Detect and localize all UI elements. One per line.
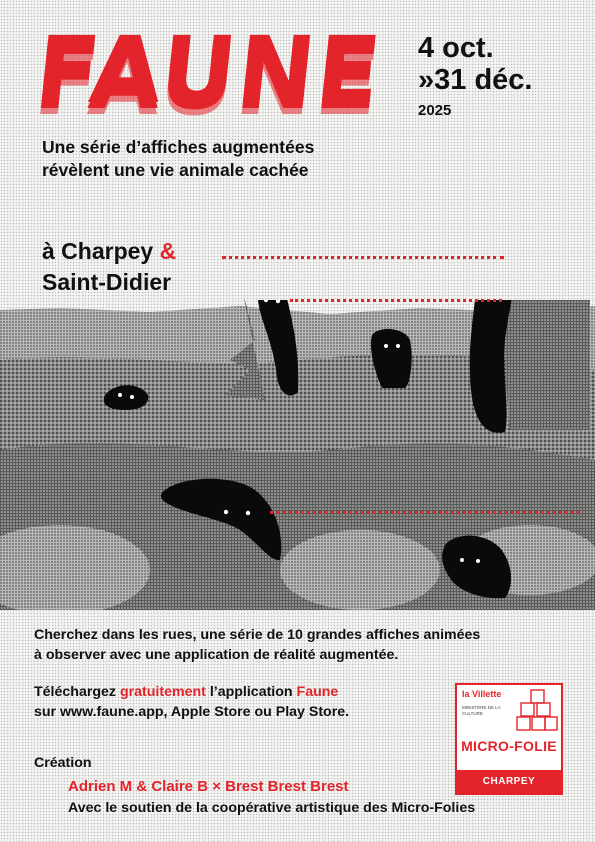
intro-line-1: Cherchez dans les rues, une série de 10 grandes affiches animées [34, 627, 481, 643]
date-range [418, 32, 578, 119]
subtitle-line-2: révèlent une vie animale cachée [42, 160, 309, 180]
download-prefix: Téléchargez [34, 684, 120, 700]
villette-logo: la Villette [462, 689, 502, 699]
download-free: gratuitement [119, 684, 206, 700]
app-name: Faune [296, 684, 339, 700]
download-text [34, 682, 434, 722]
download-mid: l’application [205, 684, 297, 700]
poster-title: FAUNE [30, 17, 388, 124]
intro-line-2: à observer avec une application de réalité augmentée. [34, 647, 399, 663]
ampersand: & [159, 238, 177, 264]
download-sources: sur www.faune.app, Apple Store ou Play Store. [34, 704, 350, 720]
pointer-line-creature [270, 511, 580, 514]
location-charpey: à Charpey [42, 238, 154, 264]
cubes-icon [515, 688, 559, 732]
micro-folie-place: CHARPEY [457, 770, 561, 793]
micro-folie-name: MICRO-FOLIE [461, 738, 557, 754]
intro-text [34, 625, 564, 665]
landscape-illustration [0, 300, 595, 610]
ministry-label: MINISTÈRE DE LA CULTURE [462, 705, 501, 716]
subtitle [42, 136, 382, 182]
locations [42, 236, 242, 298]
year: 2025 [418, 102, 452, 119]
subtitle-line-1: Une série d’affiches augmentées [42, 137, 315, 157]
end-date: »31 déc. [418, 64, 533, 96]
location-saint-didier: Saint-Didier [42, 269, 172, 295]
start-date: 4 oct. [418, 32, 494, 64]
credits-heading: Création [34, 755, 92, 771]
pointer-line-saint-didier [290, 299, 502, 302]
credits-support: Avec le soutien de la coopérative artistique des Micro-Folies [68, 800, 476, 816]
credits-names: Adrien M & Claire B × Brest Brest Brest [68, 778, 349, 795]
micro-folie-logo [455, 683, 563, 795]
pointer-line-charpey [222, 256, 504, 259]
